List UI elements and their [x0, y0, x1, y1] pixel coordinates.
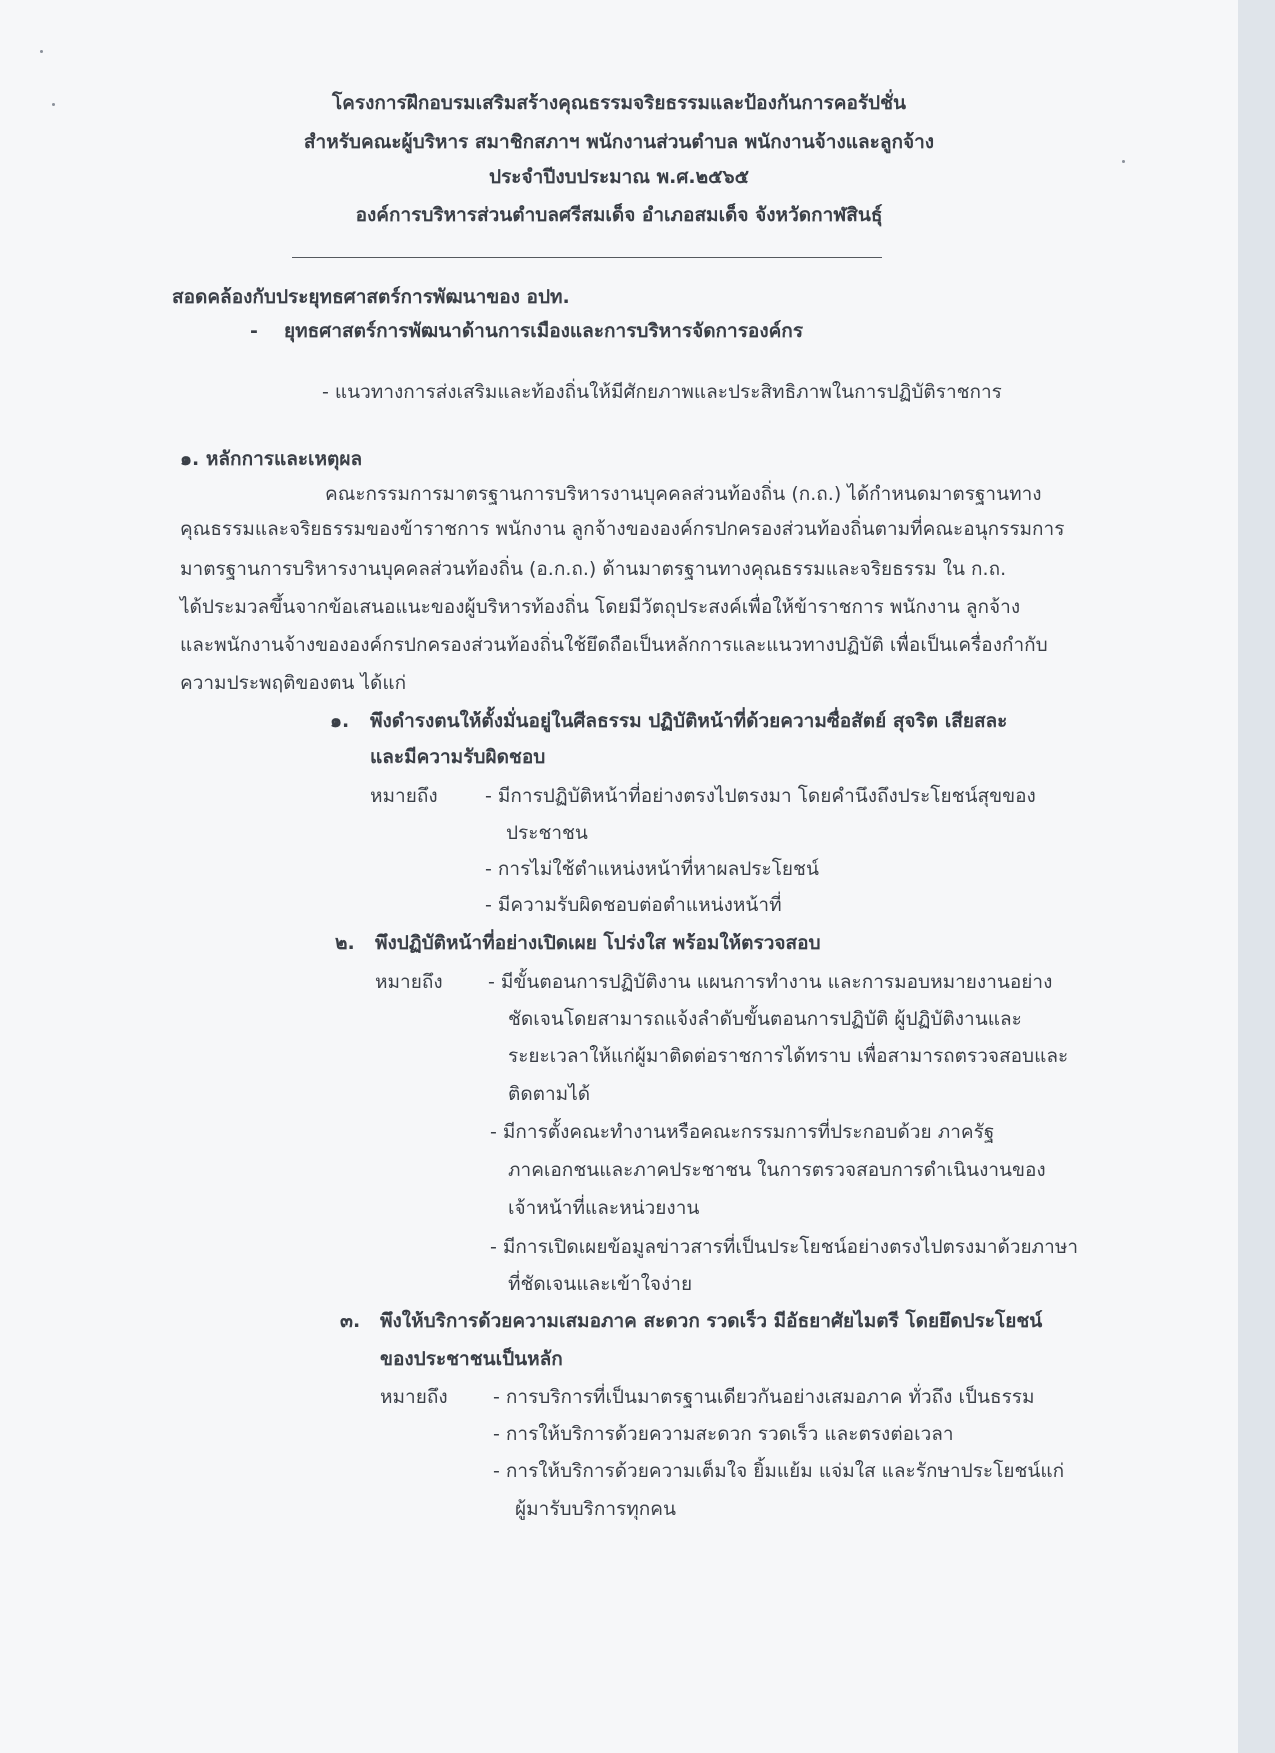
point-line: - การให้บริการด้วยความเต็มใจ ยิ้มแย้ม แจ่มใส และรักษาประโยชน์แก่ [493, 1460, 1065, 1482]
paragraph-line: และพนักงานจ้างขององค์กรปกครองส่วนท้องถิ่นใช้ยึดถือเป็นหลักการและแนวทางปฏิบัติ เพื่อเป็นเครื่องกำกับ [180, 634, 1048, 656]
item-number: ๓. [340, 1310, 361, 1332]
item-title-line: ของประชาชนเป็นหลัก [380, 1348, 563, 1370]
paragraph-line: ได้ประมวลขึ้นจากข้อเสนอแนะของผู้บริหารท้องถิ่น โดยมีวัตถุประสงค์เพื่อให้ข้าราชการ พนักงาน ลูกจ้าง [180, 596, 1021, 618]
alignment-title: สอดคล้องกับประยุทธศาสตร์การพัฒนาของ อปท. [172, 286, 570, 308]
paragraph-line: คณะกรรมการมาตรฐานการบริหารงานบุคคลส่วนท้องถิ่น (ก.ถ.) ได้กำหนดมาตรฐานทาง [325, 483, 1042, 505]
scan-edge [1238, 0, 1275, 1753]
paragraph-line: ความประพฤติของตน ได้แก่ [180, 672, 407, 694]
point-line: ระยะเวลาให้แก่ผู้มาติดต่อราชการได้ทราบ เพื่อสามารถตรวจสอบและ [508, 1045, 1069, 1067]
guideline-text: - แนวทางการส่งเสริมและท้องถิ่นให้มีศักยภาพและประสิทธิภาพในการปฏิบัติราชการ [322, 381, 1002, 403]
meaning-label: หมายถึง [375, 971, 443, 993]
point-line: ติดตามได้ [508, 1083, 591, 1105]
meaning-label: หมายถึง [380, 1386, 448, 1408]
scan-speck [1122, 160, 1125, 163]
section-1-heading: ๑. หลักการและเหตุผล [180, 448, 363, 470]
header-line-1: โครงการฝึกอบรมเสริมสร้างคุณธรรมจริยธรรมและป้องกันการคอรัปชั่น [331, 92, 907, 114]
item-title-line: พึงดำรงตนให้ตั้งมั่นอยู่ในศีลธรรม ปฏิบัติหน้าที่ด้วยความซื่อสัตย์ สุจริต เสียสละ [370, 710, 1008, 732]
item-title-line: และมีความรับผิดชอบ [370, 746, 546, 768]
point-line: - มีการเปิดเผยข้อมูลข่าวสารที่เป็นประโยชน์อย่างตรงไปตรงมาด้วยภาษา [490, 1236, 1079, 1258]
point-line: - การให้บริการด้วยความสะดวก รวดเร็ว และตรงต่อเวลา [493, 1423, 954, 1445]
scan-speck [40, 50, 43, 53]
point-line: ที่ชัดเจนและเข้าใจง่าย [508, 1273, 693, 1295]
point-line: - มีความรับผิดชอบต่อตำแหน่งหน้าที่ [485, 894, 782, 916]
point-line: - มีขั้นตอนการปฏิบัติงาน แผนการทำงาน และการมอบหมายงานอย่าง [488, 971, 1053, 993]
paragraph-line: มาตรฐานการบริหารงานบุคคลส่วนท้องถิ่น (อ.ก.ถ.) ด้านมาตรฐานทางคุณธรรมและจริยธรรม ใน ก.ถ. [180, 558, 1007, 580]
point-line: ผู้มารับบริการทุกคน [515, 1498, 676, 1520]
strategy-text: ยุทธศาสตร์การพัฒนาด้านการเมืองและการบริหารจัดการองค์กร [284, 320, 804, 342]
header-line-3: ประจำปีงบประมาณ พ.ศ.๒๕๖๕ [489, 166, 749, 188]
item-number: ๒. [335, 932, 355, 954]
strategy-dash: - [250, 320, 258, 342]
point-line: - การไม่ใช้ตำแหน่งหน้าที่หาผลประโยชน์ [485, 858, 819, 880]
point-line: ประชาชน [506, 822, 588, 844]
item-title-line: พึงปฏิบัติหน้าที่อย่างเปิดเผย โปร่งใส พร้อมให้ตรวจสอบ [375, 932, 821, 954]
paragraph-line: คุณธรรมและจริยธรรมของข้าราชการ พนักงาน ลูกจ้างขององค์กรปกครองส่วนท้องถิ่นตามที่คณะอนุกรรมการ [180, 518, 1065, 540]
header-divider [292, 257, 882, 258]
point-line: ภาคเอกชนและภาคประชาชน ในการตรวจสอบการดำเนินงานของ [508, 1159, 1046, 1181]
header-line-4: องค์การบริหารส่วนตำบลศรีสมเด็จ อำเภอสมเด็จ จังหวัดกาฬสินธุ์ [355, 204, 883, 226]
item-title-line: พึงให้บริการด้วยความเสมอภาค สะดวก รวดเร็ว มีอัธยาศัยไมตรี โดยยึดประโยชน์ [380, 1310, 1043, 1332]
header-line-2: สำหรับคณะผู้บริหาร สมาชิกสภาฯ พนักงานส่วนตำบล พนักงานจ้างและลูกจ้าง [303, 131, 935, 153]
item-number: ๑. [330, 710, 350, 732]
point-line: - มีการปฏิบัติหน้าที่อย่างตรงไปตรงมา โดยคำนึงถึงประโยชน์สุขของ [485, 785, 1036, 807]
point-line: ชัดเจนโดยสามารถแจ้งลำดับขั้นตอนการปฏิบัติ ผู้ปฏิบัติงานและ [508, 1008, 1022, 1030]
point-line: - มีการตั้งคณะทำงานหรือคณะกรรมการที่ประกอบด้วย ภาครัฐ [490, 1121, 995, 1143]
point-line: - การบริการที่เป็นมาตรฐานเดียวกันอย่างเสมอภาค ทั่วถึง เป็นธรรม [493, 1386, 1035, 1408]
point-line: เจ้าหน้าที่และหน่วยงาน [508, 1197, 700, 1219]
meaning-label: หมายถึง [370, 785, 438, 807]
